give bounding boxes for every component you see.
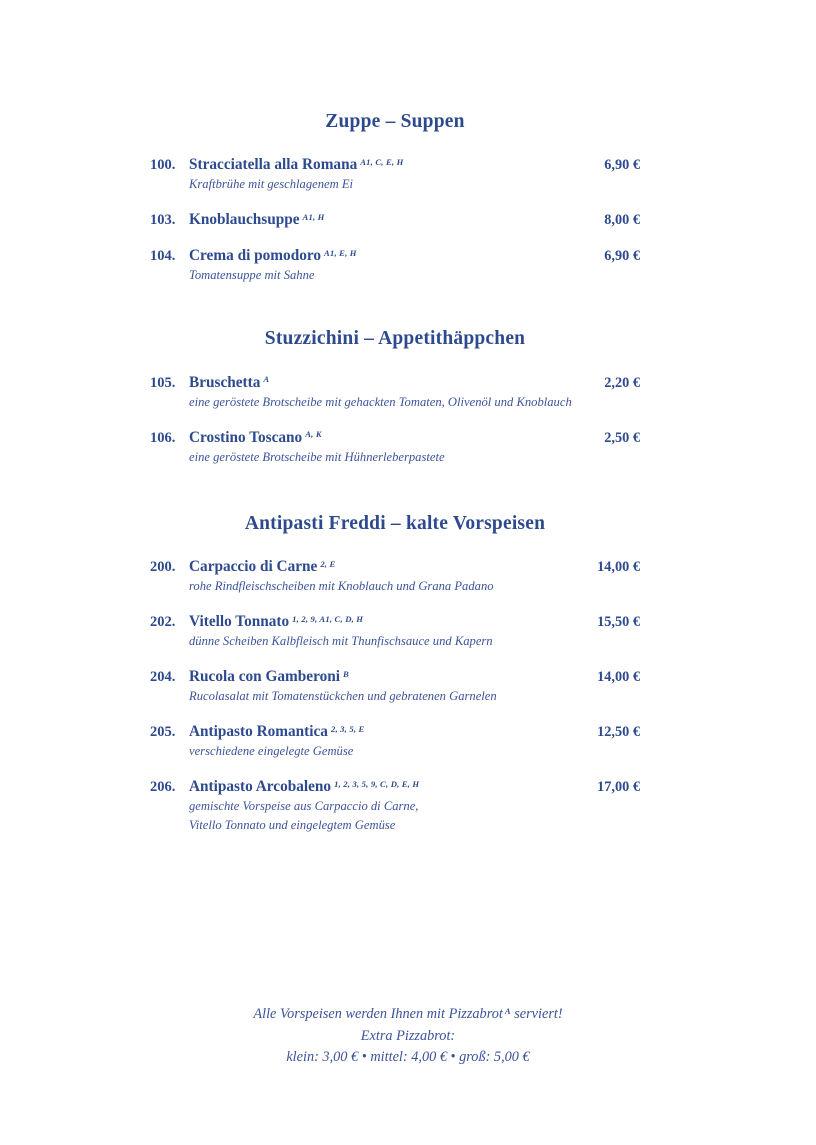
menu-item-row	[150, 155, 640, 175]
menu-item-price: 2,50 €	[604, 429, 640, 446]
menu-item-description: dünne Scheiben Kalbfleisch mit Thunfischsauce und Kapern	[189, 633, 493, 648]
menu-item-number: 105.	[150, 374, 176, 391]
menu-item[interactable]	[150, 210, 640, 230]
footer-line-1	[0, 1004, 816, 1026]
menu-item-number: 202.	[150, 614, 176, 631]
menu-item-row	[150, 373, 640, 393]
menu-item-name: Stracciatella alla Romana	[189, 156, 358, 174]
footer-line-3: klein: 3,00 € • mittel: 4,00 € • groß: 5,00 €	[286, 1049, 530, 1066]
menu-item-description: rohe Rindfleischscheiben mit Knoblauch und Grana Padano	[189, 578, 494, 593]
menu-item-description: Tomatensuppe mit Sahne	[189, 268, 315, 283]
menu-item[interactable]	[150, 557, 640, 596]
menu-item-allergens: A1, H	[302, 211, 325, 222]
menu-item-row	[150, 246, 640, 266]
footer-allergen-sup: A	[504, 1005, 511, 1016]
menu-item-price: 6,90 €	[604, 157, 640, 174]
menu-item-name: Carpaccio di Carne	[189, 558, 318, 576]
menu-item-price: 2,20 €	[604, 374, 640, 391]
menu-item-row	[150, 667, 640, 687]
menu-item-price: 8,00 €	[604, 212, 640, 229]
menu-item-allergens: A, K	[305, 429, 322, 440]
menu-item-price: 12,50 €	[597, 724, 640, 741]
menu-item-name-wrap	[189, 612, 587, 631]
menu-item-name-wrap	[189, 667, 587, 686]
menu-item-price: 14,00 €	[597, 559, 640, 576]
menu-item-allergens: B	[343, 668, 349, 679]
menu-item[interactable]	[150, 612, 640, 651]
section-items-zuppe	[150, 155, 640, 285]
menu-item-number: 104.	[150, 248, 176, 265]
section-items-stuzzichini	[150, 373, 640, 467]
menu-item-row	[150, 722, 640, 742]
menu-item-name: Rucola con Gamberoni	[189, 668, 340, 686]
menu-item-description: Rucolasalat mit Tomatenstückchen und gebratenen Garnelen	[189, 688, 497, 703]
menu-section-stuzzichini	[150, 327, 640, 466]
menu-item-description: eine geröstete Brotscheibe mit Hühnerleberpastete	[189, 449, 445, 464]
menu-footer-note	[0, 1004, 816, 1069]
menu-item-price: 6,90 €	[604, 248, 640, 265]
menu-item-allergens: 2, E	[320, 558, 336, 569]
menu-item-row	[150, 777, 640, 797]
menu-section-zuppe	[150, 110, 640, 285]
menu-item-allergens: A1, E, H	[324, 247, 357, 258]
menu-item-number: 206.	[150, 779, 176, 796]
footer-line-1-text: Alle Vorspeisen werden Ihnen mit Pizzabrot	[253, 1006, 503, 1022]
menu-item-name-wrap	[189, 373, 594, 392]
menu-item-allergens: A	[263, 374, 270, 385]
footer-line-2: Extra Pizzabrot:	[360, 1027, 456, 1044]
menu-item[interactable]	[150, 428, 640, 467]
menu-item-number: 200.	[150, 559, 176, 576]
menu-item-name-wrap	[189, 777, 587, 796]
menu-item-description: eine geröstete Brotscheibe mit gehackten Tomaten, Olivenöl und Knoblauch	[189, 394, 572, 409]
menu-item[interactable]	[150, 373, 640, 412]
menu-item-name-wrap	[189, 210, 594, 229]
menu-item-row	[150, 557, 640, 577]
menu-item-number: 205.	[150, 724, 176, 741]
menu-item-number: 100.	[150, 157, 176, 174]
menu-item-description: verschiedene eingelegte Gemüse	[189, 743, 354, 758]
menu-item-name-wrap	[189, 246, 594, 265]
menu-item-name: Crema di pomodoro	[189, 247, 322, 265]
menu-item[interactable]	[150, 722, 640, 761]
menu-item[interactable]	[150, 667, 640, 706]
menu-item-allergens: 1, 2, 3, 5, 9, C, D, E, H	[334, 778, 420, 789]
menu-item-name: Vitello Tonnato	[189, 613, 290, 631]
menu-item-row	[150, 612, 640, 632]
menu-item-allergens: A1, C, E, H	[360, 156, 404, 167]
menu-item-number: 106.	[150, 429, 176, 446]
menu-item[interactable]	[150, 246, 640, 285]
section-title-zuppe: Zuppe – Suppen	[325, 111, 465, 132]
footer-line-1-suffix: serviert!	[514, 1006, 563, 1022]
menu-item-allergens: 1, 2, 9, A1, C, D, H	[292, 613, 364, 624]
menu-item-description: gemischte Vorspeise aus Carpaccio di Carne,	[189, 798, 419, 813]
menu-item-number: 103.	[150, 212, 176, 229]
menu-item-name-wrap	[189, 722, 587, 741]
menu-content	[150, 110, 640, 835]
menu-item-row	[150, 210, 640, 230]
menu-item-price: 17,00 €	[597, 779, 640, 796]
menu-item-name: Knoblauchsuppe	[189, 211, 300, 229]
menu-item-name-wrap	[189, 557, 587, 576]
menu-item-name: Antipasto Romantica	[189, 723, 328, 741]
menu-section-antipasti-freddi	[150, 512, 640, 836]
menu-item-description-line2: Vitello Tonnato und eingelegtem Gemüse	[189, 818, 396, 833]
section-items-antipasti-freddi	[150, 557, 640, 835]
menu-item-allergens: 2, 3, 5, E	[330, 723, 365, 734]
menu-item-row	[150, 428, 640, 448]
menu-item-name-wrap	[189, 428, 594, 447]
menu-item[interactable]	[150, 777, 640, 835]
menu-item[interactable]	[150, 155, 640, 194]
section-title-antipasti-freddi: Antipasti Freddi – kalte Vorspeisen	[244, 512, 546, 534]
menu-item-name: Antipasto Arcobaleno	[189, 778, 332, 796]
menu-item-price: 15,50 €	[597, 614, 640, 631]
menu-item-name: Bruschetta	[189, 373, 261, 391]
menu-item-price: 14,00 €	[597, 669, 640, 686]
section-title-stuzzichini: Stuzzichini – Appetithäppchen	[264, 328, 526, 350]
menu-item-name-wrap	[189, 155, 594, 174]
menu-item-description: Kraftbrühe mit geschlagenem Ei	[189, 177, 354, 192]
menu-item-name: Crostino Toscano	[189, 428, 303, 446]
menu-item-number: 204.	[150, 669, 176, 686]
